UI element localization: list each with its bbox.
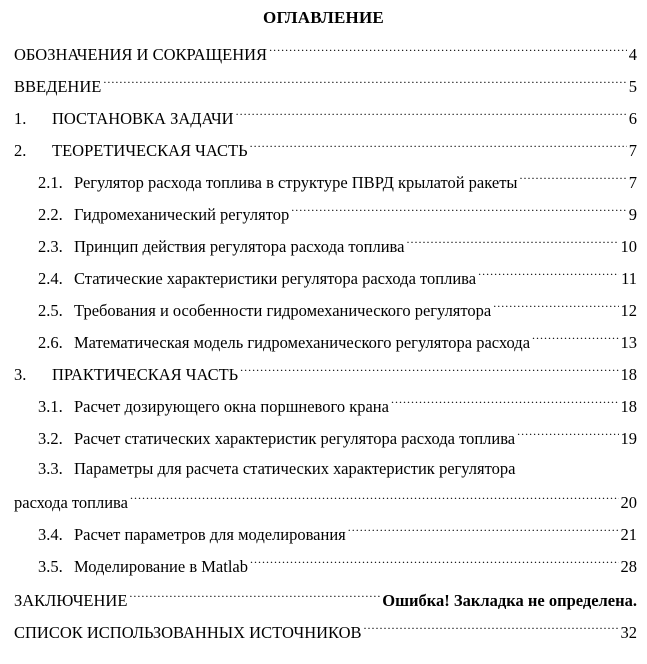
toc-entry-number: 3.2. <box>38 429 63 448</box>
toc-entry-label: ОБОЗНАЧЕНИЯ И СОКРАЩЕНИЯ <box>14 45 268 64</box>
toc-entry-label: Принцип действия регулятора расхода топлива <box>74 237 405 256</box>
toc-entry-number: 2.4. <box>38 269 63 288</box>
toc-leader <box>364 618 619 636</box>
toc-entry-page: 13 <box>620 333 637 352</box>
toc-entry-label: Расчет статических характеристик регулятора расхода топлива <box>74 429 516 448</box>
toc-entry-number: 1. <box>14 109 27 128</box>
toc-leader <box>406 232 618 250</box>
toc-entry[interactable] <box>14 620 637 644</box>
toc-entry-page: 32 <box>620 623 637 642</box>
toc-leader <box>493 296 618 314</box>
toc-entry-number: 2.6. <box>38 333 63 352</box>
toc-entry-label: Расчет дозирующего окна поршневого крана <box>74 397 389 416</box>
toc-entry-page: 9 <box>628 205 637 224</box>
toc-entry-page: 7 <box>628 141 637 160</box>
toc-entry-number: 2.2. <box>38 205 63 224</box>
toc-leader <box>517 424 618 442</box>
toc-entry-number: 3.3. <box>38 459 63 478</box>
toc-entry-page: 21 <box>620 525 637 544</box>
toc-entry[interactable] <box>38 554 637 578</box>
toc-entry[interactable] <box>14 42 637 66</box>
toc-entry-label: ТЕОРЕТИЧЕСКАЯ ЧАСТЬ <box>52 141 248 160</box>
toc-entry-page: 7 <box>628 173 637 192</box>
toc-entry-label-cont: расхода топлива <box>14 493 128 512</box>
toc-entry[interactable] <box>14 106 637 130</box>
toc-leader <box>103 72 626 90</box>
toc-entry-label: Гидромеханический регулятор <box>74 205 290 224</box>
toc-entry-label: Регулятор расхода топлива в структуре ПВРД крылатой ракеты <box>74 173 518 192</box>
toc-entry-page: 28 <box>620 557 637 576</box>
toc-entry[interactable] <box>38 298 637 322</box>
toc-entry[interactable] <box>14 490 637 514</box>
toc-entry-number: 2. <box>14 141 27 160</box>
toc-leader <box>250 552 619 570</box>
toc-entry-page: 20 <box>620 493 637 512</box>
toc-entry-number: 2.5. <box>38 301 63 320</box>
toc-entry-page-error: Ошибка! Закладка не определена. <box>382 591 637 610</box>
toc-entry-label: Требования и особенности гидромеханического регулятора <box>74 301 492 320</box>
toc-entry-page: 11 <box>621 269 637 288</box>
toc-entry-label: Расчет параметров для моделирования <box>74 525 346 544</box>
toc-leader <box>291 200 627 218</box>
toc-leader <box>250 136 627 154</box>
toc-leader <box>269 40 627 58</box>
toc-entry-page: 18 <box>620 397 637 416</box>
toc-entry-label: ПРАКТИЧЕСКАЯ ЧАСТЬ <box>52 365 239 384</box>
toc-entry[interactable] <box>38 234 637 258</box>
toc-entry-number: 3. <box>14 365 27 384</box>
toc-entry-page: 6 <box>628 109 637 128</box>
toc-entry-number: 2.1. <box>38 173 63 192</box>
toc-entry-label: ЗАКЛЮЧЕНИЕ <box>14 591 128 610</box>
toc-entry-label: Параметры для расчета статических характеристик регулятора <box>74 459 516 478</box>
toc-entry[interactable] <box>38 330 637 354</box>
toc-entry-page: 18 <box>620 365 637 384</box>
toc-entry-label: ПОСТАНОВКА ЗАДАЧИ <box>52 109 234 128</box>
toc-entry[interactable] <box>38 426 637 450</box>
toc-entry-number: 3.5. <box>38 557 63 576</box>
toc-entry-label: СПИСОК ИСПОЛЬЗОВАННЫХ ИСТОЧНИКОВ <box>14 623 362 642</box>
toc-entry-label: Статические характеристики регулятора расхода топлива <box>74 269 477 288</box>
toc-entry-page: 12 <box>620 301 637 320</box>
toc-entry-number: 2.3. <box>38 237 63 256</box>
toc-entry[interactable] <box>38 394 637 418</box>
toc-leader <box>240 360 618 378</box>
toc-entry[interactable] <box>38 266 637 290</box>
toc-entry[interactable] <box>38 202 637 226</box>
toc-entry-number: 3.1. <box>38 397 63 416</box>
toc-entry[interactable] <box>14 588 637 612</box>
toc-leader <box>478 264 619 282</box>
toc-entry-page: 4 <box>628 45 637 64</box>
toc-entry[interactable] <box>38 522 637 546</box>
toc-title: ОГЛАВЛЕНИЕ <box>263 8 384 27</box>
toc-entry-number: 3.4. <box>38 525 63 544</box>
toc-entry[interactable] <box>14 74 637 98</box>
toc-leader <box>130 488 619 506</box>
toc-entry-page: 5 <box>628 77 637 96</box>
toc-entry-page: 19 <box>620 429 637 448</box>
toc-entry[interactable] <box>38 170 637 194</box>
toc-entry-first-line[interactable] <box>38 458 515 480</box>
toc-entry-label: ВВЕДЕНИЕ <box>14 77 102 96</box>
toc-entry-label: Математическая модель гидромеханического регулятора расхода <box>74 333 531 352</box>
toc-leader <box>348 520 619 538</box>
toc-entry[interactable] <box>14 138 637 162</box>
toc-leader <box>520 168 627 186</box>
toc-leader <box>391 392 619 410</box>
toc-leader <box>129 586 380 604</box>
toc-leader <box>532 328 618 346</box>
toc-leader <box>236 104 627 122</box>
toc-entry-label: Моделирование в Matlab <box>74 557 248 576</box>
toc-entry[interactable] <box>14 362 637 386</box>
toc-entry-page: 10 <box>620 237 637 256</box>
